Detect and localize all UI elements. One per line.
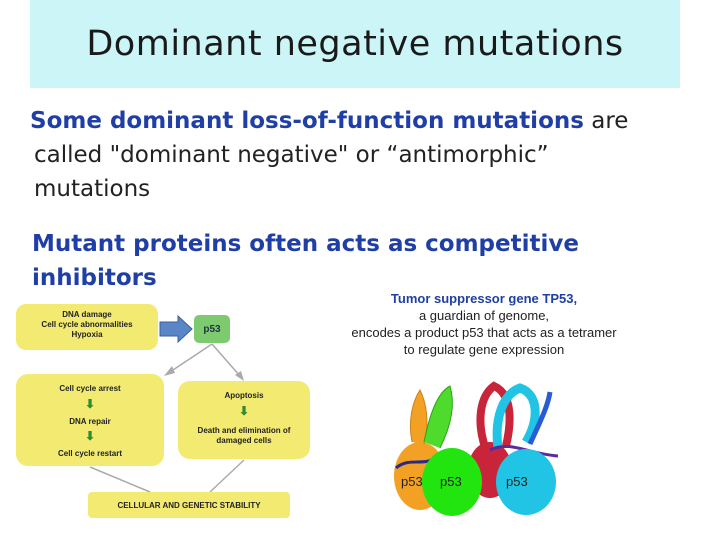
p53-label-green: p53 — [440, 474, 462, 489]
down-arrow-icon: ⬇ — [239, 404, 250, 418]
restart-label: Cell cycle restart — [57, 449, 123, 458]
line1-rest: are — [583, 108, 629, 134]
caption-line2: a guardian of genome, — [418, 308, 550, 323]
connector-left — [170, 344, 212, 372]
highlight-phrase: Some dominant loss-of-function mutations — [30, 108, 584, 134]
helix-green — [424, 386, 452, 448]
stress-item-3: Hypoxia — [71, 330, 103, 339]
apoptosis-box — [178, 381, 310, 459]
stability-box — [88, 492, 290, 518]
stress-signals-box — [16, 304, 158, 350]
blue-arrow-icon — [160, 316, 192, 342]
connector-left-head — [164, 366, 175, 376]
stability-label: CELLULAR AND GENETIC STABILITY — [117, 500, 261, 510]
protein-caption — [310, 290, 658, 358]
slide-title: Dominant negative mutations — [86, 24, 624, 64]
down-arrow-icon: ⬇ — [85, 429, 96, 443]
down-arrow-icon: ⬇ — [85, 397, 96, 411]
apoptosis-title: Apoptosis — [224, 391, 264, 400]
p53-box: p53 — [194, 315, 230, 343]
paragraph-definition-line2: called "dominant negative" or “antimorphic” — [34, 142, 549, 168]
connector-right — [212, 344, 240, 376]
connector-down-right — [210, 460, 244, 492]
arrest-label: Cell cycle arrest — [59, 384, 121, 393]
connector-down-left — [90, 467, 150, 492]
p53-label-cyan: p53 — [506, 474, 528, 489]
helix-orange — [410, 390, 427, 444]
apoptosis-detail-1: Death and elimination of — [197, 426, 291, 435]
paragraph-mechanism-line2: inhibitors — [32, 265, 157, 291]
repair-label: DNA repair — [69, 417, 111, 426]
paragraph-definition-line3: mutations — [34, 176, 151, 202]
cell-cycle-box — [16, 374, 164, 466]
stress-item-2: Cell cycle abnormalities — [41, 320, 133, 329]
apoptosis-detail-2: damaged cells — [216, 436, 272, 445]
helix-cyan — [497, 388, 535, 448]
paragraph-mechanism-line1: Mutant proteins often acts as competitive — [32, 231, 579, 257]
caption-line4: to regulate gene expression — [403, 342, 565, 357]
caption-line3: encodes a product p53 that acts as a tetramer — [351, 325, 617, 340]
caption-line1: Tumor suppressor gene TP53, — [390, 291, 578, 306]
p53-tetramer-illustration — [390, 372, 580, 522]
stress-item-1: DNA damage — [62, 310, 112, 319]
p53-label-orange: p53 — [401, 474, 423, 489]
